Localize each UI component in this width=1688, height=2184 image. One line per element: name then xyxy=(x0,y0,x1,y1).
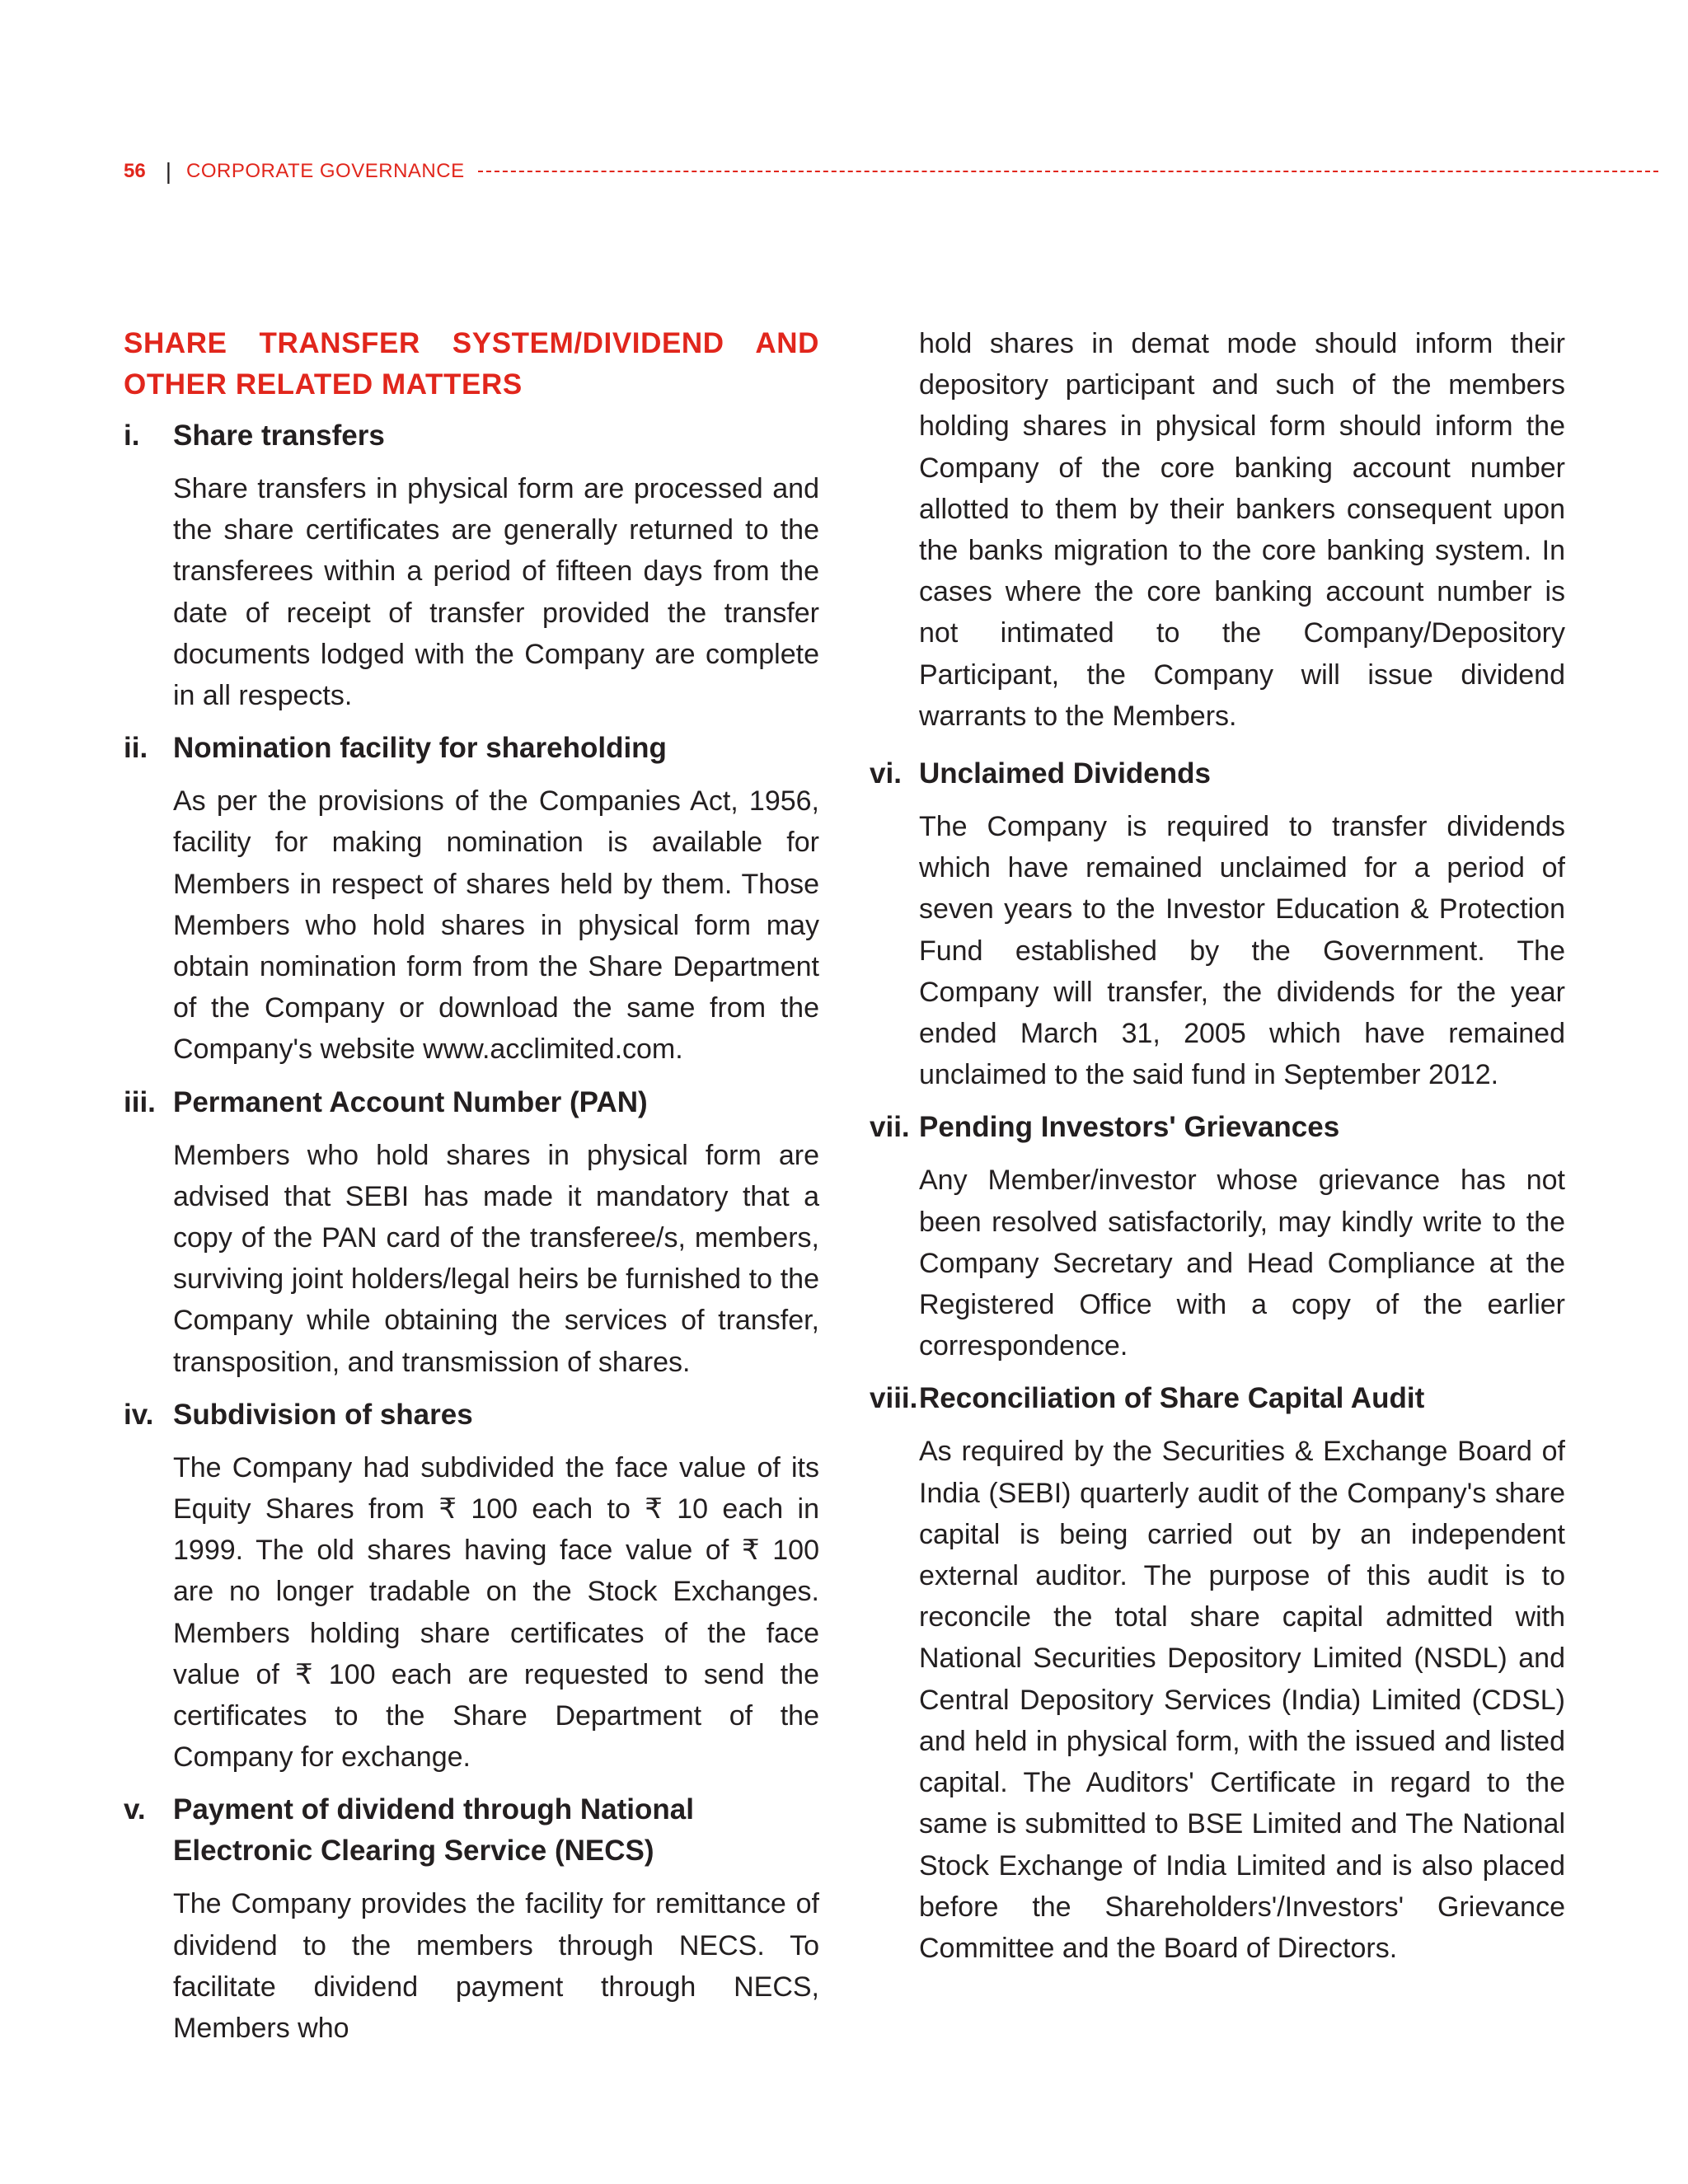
item-pending-grievances xyxy=(870,1107,1565,1366)
page-number: 56 xyxy=(124,160,146,182)
item-pan xyxy=(124,1082,819,1383)
header-dashed-rule xyxy=(478,171,1658,172)
item-title: Nomination facility for shareholding xyxy=(173,732,667,765)
item-body: Any Member/investor whose grievance has not been resolved satisfactorily, may kindly write to the Company Secretary and Head Compliance at the Registered Office with a copy of the earlier correspondence. xyxy=(919,1165,1565,1362)
item-title: Pending Investors' Grievances xyxy=(919,1111,1340,1144)
item-body: Members who hold shares in physical form are advised that SEBI has made it mandatory that a copy of the PAN card of the transferee/s, members, surviving joint holders/legal heirs be furnished to the Company while obtaining the services of transfer, transposition, and transmission of shares. xyxy=(173,1139,819,1378)
item-subdivision-of-shares xyxy=(124,1394,819,1779)
item-number: i. xyxy=(124,419,140,452)
item-heading xyxy=(124,1789,819,1872)
item-title: Reconciliation of Share Capital Audit xyxy=(919,1382,1425,1415)
item-heading xyxy=(124,728,819,769)
item-body: The Company had subdivided the face value of its Equity Shares from ₹ 100 each to ₹ 10 each in 1999. The old shares having face value of ₹ 100 are no longer tradable on the Stock Exchanges. Members holding share certificates of the face value of ₹ 100 each are requested to send the certificates to the Share Department of the Company for exchange. xyxy=(173,1451,819,1774)
item-heading xyxy=(870,1107,1565,1148)
item-number: vi. xyxy=(870,757,902,790)
right-column xyxy=(870,323,1565,1980)
header-separator: | xyxy=(165,158,171,184)
item-title: Permanent Account Number (PAN) xyxy=(173,1085,648,1118)
item-share-capital-audit xyxy=(870,1378,1565,1969)
item-body: The Company is required to transfer dividends which have remained unclaimed for a period of seven years to the Investor Education & Protection Fund established by the Government. The Company will transfer, the dividends for the year ended March 31, 2005 which have remained unclaimed to the said fund in September 2012. xyxy=(919,811,1565,1091)
item-number: iii. xyxy=(124,1085,156,1118)
item-title: Unclaimed Dividends xyxy=(919,757,1211,790)
item-heading xyxy=(124,1394,819,1436)
page-header xyxy=(124,157,1658,186)
item-necs-dividend xyxy=(124,1789,819,2049)
item-body: As required by the Securities & Exchange Board of India (SEBI) quarterly audit of the Company's share capital is being carried out by an independent external auditor. The purpose of this audit is to reconcile the total share capital admitted with National Securities Depository Limited (NSDL) and Central Depository Services (India) Limited (CDSL) and held in physical form, with the issued and listed capital. The Auditors' Certificate in regard to the same is submitted to BSE Limited and The National Stock Exchange of India Limited and is also placed before the Shareholders'/Investors' Grievance Committee and the Board of Directors. xyxy=(919,1436,1565,1964)
item-heading xyxy=(870,1378,1565,1419)
item-title: Share transfers xyxy=(173,419,385,452)
item-body: Share transfers in physical form are processed and the share certificates are generally returned to the transferees within a period of fifteen days from the date of receipt of transfer provided the transfer documents lodged with the Company are complete in all respects. xyxy=(173,473,819,712)
item-heading xyxy=(124,1082,819,1123)
item-nomination-facility xyxy=(124,728,819,1070)
item-number: vii. xyxy=(870,1111,910,1144)
item-share-transfers xyxy=(124,415,819,716)
item-heading xyxy=(124,415,819,457)
section-title: CORPORATE GOVERNANCE xyxy=(185,160,465,182)
item-number: v. xyxy=(124,1793,146,1826)
item-title: Payment of dividend through National Electronic Clearing Service (NECS) xyxy=(173,1793,694,1868)
item-number: ii. xyxy=(124,732,148,765)
section-heading: SHARE TRANSFER SYSTEM/DIVIDEND AND OTHER RELATED MATTERS xyxy=(124,327,819,401)
item-title: Subdivision of shares xyxy=(173,1398,473,1431)
item-body: As per the provisions of the Companies Act, 1956, facility for making nomination is available for Members in respect of shares held by them. Those Members who hold shares in physical form may obtain nomination form from the Share Department of the Company or download the same from the Company's website www.acclimited.com. xyxy=(173,785,819,1066)
item-number: iv. xyxy=(124,1398,154,1431)
item-number: viii. xyxy=(870,1382,918,1415)
item-body-continuation: hold shares in demat mode should inform their depository participant and such of the members holding shares in physical form should inform the Company of the core banking account number allotted to them by their bankers consequent upon the banks migration to the core banking system. In cases where the core banking account number is not intimated to the Company/Depository Participant, the Company will issue dividend warrants to the Members. xyxy=(919,328,1565,732)
item-heading xyxy=(870,753,1565,794)
item-body: The Company provides the facility for remittance of dividend to the members through NECS. To facilitate dividend payment through NECS, Members who xyxy=(173,1888,819,2045)
item-unclaimed-dividends xyxy=(870,753,1565,1095)
left-column xyxy=(124,323,819,2060)
